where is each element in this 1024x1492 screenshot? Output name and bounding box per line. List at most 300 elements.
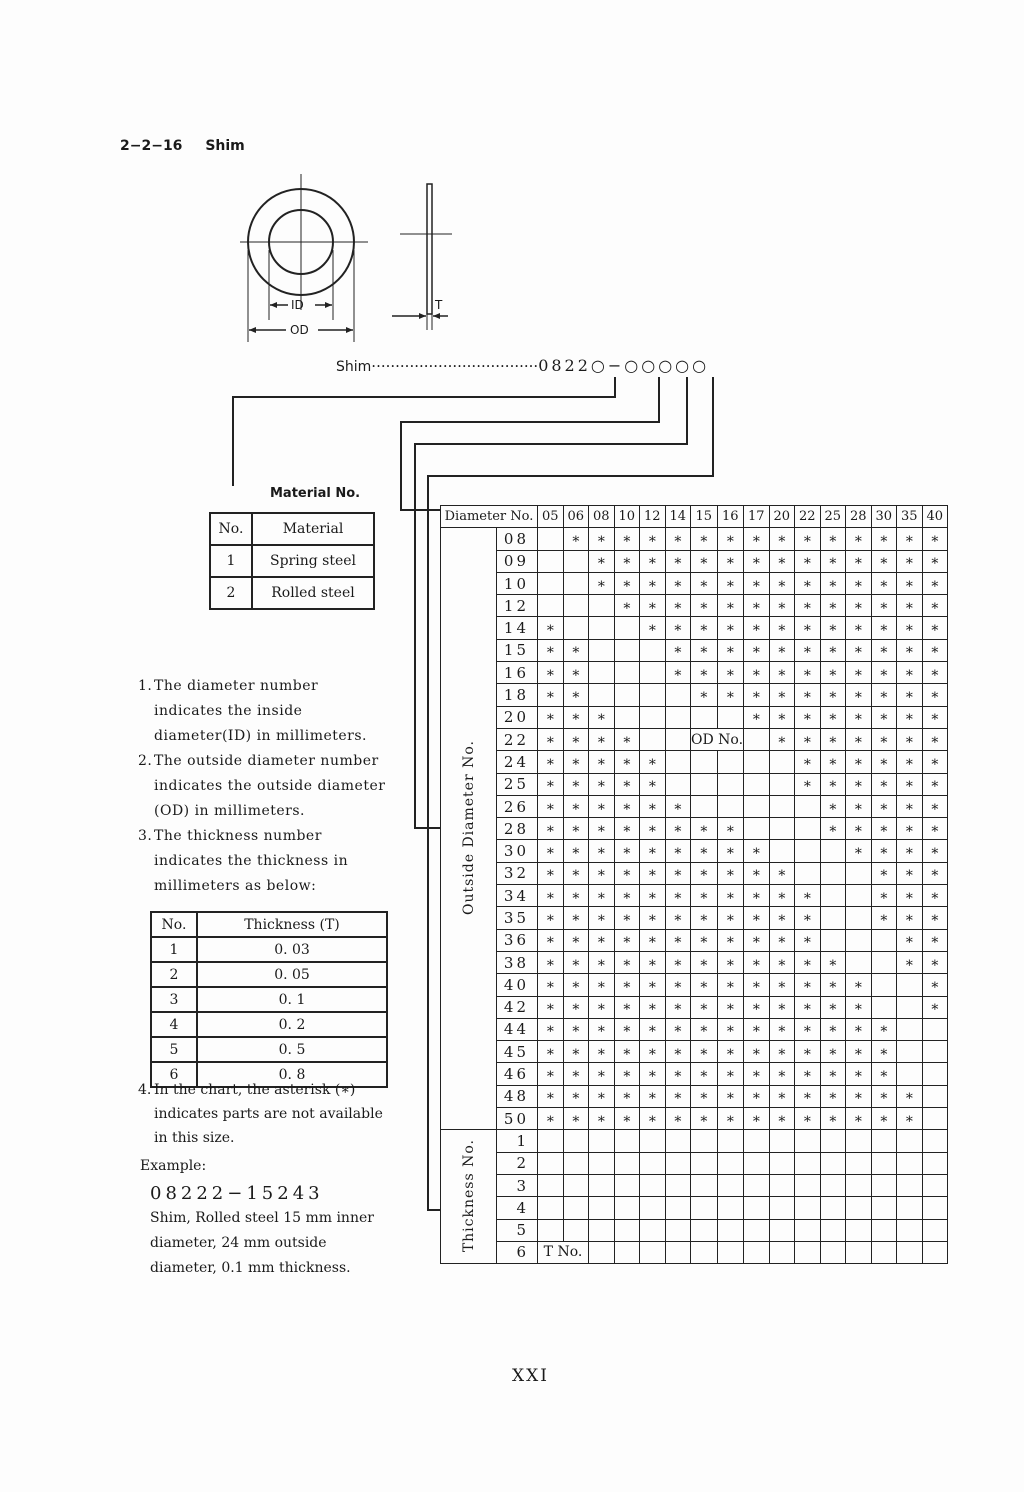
unavailable-mark: ∗ bbox=[922, 885, 948, 907]
thickness-row-label: 1 bbox=[497, 1130, 538, 1152]
chart-cell bbox=[563, 595, 589, 617]
unavailable-mark: ∗ bbox=[922, 907, 948, 929]
unavailable-mark: ∗ bbox=[769, 885, 795, 907]
unavailable-mark: ∗ bbox=[640, 1041, 666, 1063]
chart-cell bbox=[897, 974, 923, 996]
unavailable-mark: ∗ bbox=[665, 996, 691, 1018]
unavailable-mark: ∗ bbox=[614, 840, 640, 862]
chart-cell bbox=[589, 617, 615, 639]
unavailable-mark: ∗ bbox=[563, 974, 589, 996]
unavailable-mark: ∗ bbox=[640, 907, 666, 929]
unavailable-mark: ∗ bbox=[820, 1108, 846, 1130]
unavailable-mark: ∗ bbox=[795, 1085, 821, 1107]
unavailable-mark: ∗ bbox=[820, 974, 846, 996]
connector-line bbox=[427, 1209, 440, 1211]
chart-cell bbox=[795, 1130, 821, 1152]
diameter-col-15: 15 bbox=[691, 506, 718, 528]
unavailable-mark: ∗ bbox=[589, 929, 615, 951]
unavailable-mark: ∗ bbox=[614, 951, 640, 973]
unavailable-mark: ∗ bbox=[717, 617, 744, 639]
chart-cell bbox=[665, 728, 691, 750]
diameter-col-05: 05 bbox=[538, 506, 564, 528]
unavailable-mark: ∗ bbox=[589, 974, 615, 996]
unavailable-mark: ∗ bbox=[897, 528, 923, 550]
unavailable-mark: ∗ bbox=[744, 684, 770, 706]
unavailable-mark: ∗ bbox=[846, 528, 872, 550]
unavailable-mark: ∗ bbox=[614, 907, 640, 929]
unavailable-mark: ∗ bbox=[589, 1041, 615, 1063]
chart-cell bbox=[614, 1174, 640, 1196]
unavailable-mark: ∗ bbox=[871, 795, 897, 817]
chart-cell bbox=[897, 996, 923, 1018]
unavailable-mark: ∗ bbox=[563, 840, 589, 862]
unavailable-mark: ∗ bbox=[538, 662, 564, 684]
unavailable-mark: ∗ bbox=[614, 1108, 640, 1130]
unavailable-mark: ∗ bbox=[820, 528, 846, 550]
unavailable-mark: ∗ bbox=[538, 617, 564, 639]
unavailable-mark: ∗ bbox=[665, 595, 691, 617]
unavailable-mark: ∗ bbox=[538, 862, 564, 884]
unavailable-mark: ∗ bbox=[691, 1041, 718, 1063]
unavailable-mark: ∗ bbox=[717, 662, 744, 684]
unavailable-mark: ∗ bbox=[744, 706, 770, 728]
unavailable-mark: ∗ bbox=[795, 550, 821, 572]
chart-cell bbox=[691, 795, 718, 817]
unavailable-mark: ∗ bbox=[846, 974, 872, 996]
unavailable-mark: ∗ bbox=[614, 751, 640, 773]
chart-cell bbox=[922, 1219, 948, 1241]
od-row-label: 18 bbox=[497, 684, 538, 706]
unavailable-mark: ∗ bbox=[640, 1108, 666, 1130]
unavailable-mark: ∗ bbox=[563, 1018, 589, 1040]
chart-cell bbox=[820, 1219, 846, 1241]
unavailable-mark: ∗ bbox=[871, 1018, 897, 1040]
od-row-label: 08 bbox=[497, 528, 538, 550]
unavailable-mark: ∗ bbox=[717, 550, 744, 572]
unavailable-mark: ∗ bbox=[563, 1108, 589, 1130]
unavailable-mark: ∗ bbox=[795, 617, 821, 639]
unavailable-mark: ∗ bbox=[691, 818, 718, 840]
chart-cell bbox=[795, 818, 821, 840]
unavailable-mark: ∗ bbox=[640, 885, 666, 907]
chart-cell bbox=[846, 1241, 872, 1263]
chart-cell bbox=[538, 550, 564, 572]
unavailable-mark: ∗ bbox=[691, 572, 718, 594]
chart-cell bbox=[665, 706, 691, 728]
unavailable-mark: ∗ bbox=[717, 1063, 744, 1085]
chart-cell bbox=[538, 595, 564, 617]
chart-cell bbox=[744, 795, 770, 817]
chart-cell bbox=[846, 1219, 872, 1241]
od-row-label: 50 bbox=[497, 1108, 538, 1130]
unavailable-mark: ∗ bbox=[922, 662, 948, 684]
unavailable-mark: ∗ bbox=[538, 1108, 564, 1130]
unavailable-mark: ∗ bbox=[922, 595, 948, 617]
chart-cell bbox=[665, 773, 691, 795]
chart-cell bbox=[769, 1174, 795, 1196]
unavailable-mark: ∗ bbox=[846, 1085, 872, 1107]
od-row-label: 38 bbox=[497, 951, 538, 973]
unavailable-mark: ∗ bbox=[717, 1108, 744, 1130]
chart-cell bbox=[717, 1152, 744, 1174]
chart-cell bbox=[846, 1130, 872, 1152]
unavailable-mark: ∗ bbox=[665, 951, 691, 973]
unavailable-mark: ∗ bbox=[871, 550, 897, 572]
unavailable-mark: ∗ bbox=[769, 528, 795, 550]
unavailable-mark: ∗ bbox=[589, 795, 615, 817]
unavailable-mark: ∗ bbox=[538, 974, 564, 996]
unavailable-mark: ∗ bbox=[614, 795, 640, 817]
unavailable-mark: ∗ bbox=[665, 885, 691, 907]
material-header-material: Material bbox=[252, 513, 374, 545]
unavailable-mark: ∗ bbox=[665, 550, 691, 572]
example bbox=[140, 1154, 380, 1281]
unavailable-mark: ∗ bbox=[846, 996, 872, 1018]
unavailable-mark: ∗ bbox=[691, 862, 718, 884]
unavailable-mark: ∗ bbox=[795, 662, 821, 684]
unavailable-mark: ∗ bbox=[871, 885, 897, 907]
chart-cell bbox=[744, 1197, 770, 1219]
thickness-value: 0. 2 bbox=[197, 1012, 387, 1037]
unavailable-mark: ∗ bbox=[795, 1063, 821, 1085]
unavailable-mark: ∗ bbox=[665, 907, 691, 929]
chart-cell bbox=[589, 662, 615, 684]
unavailable-mark: ∗ bbox=[846, 639, 872, 661]
chart-cell bbox=[922, 1018, 948, 1040]
unavailable-mark: ∗ bbox=[846, 1018, 872, 1040]
unavailable-mark: ∗ bbox=[538, 706, 564, 728]
unavailable-mark: ∗ bbox=[922, 639, 948, 661]
chart-cell bbox=[614, 1197, 640, 1219]
unavailable-mark: ∗ bbox=[589, 885, 615, 907]
unavailable-mark: ∗ bbox=[614, 1085, 640, 1107]
od-row-label: 16 bbox=[497, 662, 538, 684]
chart-cell bbox=[665, 1197, 691, 1219]
unavailable-mark: ∗ bbox=[846, 662, 872, 684]
chart-cell bbox=[640, 728, 666, 750]
unavailable-mark: ∗ bbox=[538, 951, 564, 973]
unavailable-mark: ∗ bbox=[846, 595, 872, 617]
chart-cell bbox=[744, 728, 770, 750]
unavailable-mark: ∗ bbox=[846, 840, 872, 862]
unavailable-mark: ∗ bbox=[665, 572, 691, 594]
unavailable-mark: ∗ bbox=[744, 974, 770, 996]
unavailable-mark: ∗ bbox=[691, 684, 718, 706]
unavailable-mark: ∗ bbox=[795, 751, 821, 773]
chart-cell bbox=[614, 662, 640, 684]
chart-cell bbox=[769, 1197, 795, 1219]
chart-cell bbox=[691, 1241, 718, 1263]
thickness-t-label: T bbox=[435, 298, 443, 312]
chart-cell bbox=[640, 639, 666, 661]
chart-cell bbox=[717, 751, 744, 773]
unavailable-mark: ∗ bbox=[691, 639, 718, 661]
unavailable-mark: ∗ bbox=[665, 1041, 691, 1063]
unavailable-mark: ∗ bbox=[871, 662, 897, 684]
chart-cell bbox=[769, 840, 795, 862]
od-row-label: 10 bbox=[497, 572, 538, 594]
diameter-col-17: 17 bbox=[744, 506, 770, 528]
unavailable-mark: ∗ bbox=[769, 1041, 795, 1063]
unavailable-mark: ∗ bbox=[795, 929, 821, 951]
unavailable-mark: ∗ bbox=[614, 885, 640, 907]
od-row-label: 42 bbox=[497, 996, 538, 1018]
chart-cell bbox=[744, 1152, 770, 1174]
chart-cell bbox=[922, 1152, 948, 1174]
unavailable-mark: ∗ bbox=[640, 951, 666, 973]
unavailable-mark: ∗ bbox=[717, 572, 744, 594]
chart-cell bbox=[589, 595, 615, 617]
chart-cell bbox=[897, 1152, 923, 1174]
unavailable-mark: ∗ bbox=[589, 951, 615, 973]
unavailable-mark: ∗ bbox=[820, 728, 846, 750]
unavailable-mark: ∗ bbox=[846, 706, 872, 728]
od-row-label: 34 bbox=[497, 885, 538, 907]
unavailable-mark: ∗ bbox=[614, 1041, 640, 1063]
unavailable-mark: ∗ bbox=[769, 1108, 795, 1130]
unavailable-mark: ∗ bbox=[665, 929, 691, 951]
page-number: XXI bbox=[512, 1366, 549, 1386]
unavailable-mark: ∗ bbox=[795, 907, 821, 929]
unavailable-mark: ∗ bbox=[717, 974, 744, 996]
chart-cell bbox=[769, 751, 795, 773]
unavailable-mark: ∗ bbox=[795, 1018, 821, 1040]
diameter-col-22: 22 bbox=[795, 506, 821, 528]
unavailable-mark: ∗ bbox=[871, 1041, 897, 1063]
unavailable-mark: ∗ bbox=[846, 550, 872, 572]
unavailable-mark: ∗ bbox=[665, 818, 691, 840]
unavailable-mark: ∗ bbox=[691, 996, 718, 1018]
chart-cell bbox=[717, 795, 744, 817]
chart-cell bbox=[820, 929, 846, 951]
chart-cell bbox=[922, 1174, 948, 1196]
chart-cell bbox=[922, 1197, 948, 1219]
unavailable-mark: ∗ bbox=[769, 1063, 795, 1085]
unavailable-mark: ∗ bbox=[922, 862, 948, 884]
chart-cell bbox=[589, 1152, 615, 1174]
unavailable-mark: ∗ bbox=[846, 751, 872, 773]
unavailable-mark: ∗ bbox=[744, 1108, 770, 1130]
unavailable-mark: ∗ bbox=[795, 1108, 821, 1130]
chart-cell bbox=[538, 1174, 564, 1196]
unavailable-mark: ∗ bbox=[795, 684, 821, 706]
unavailable-mark: ∗ bbox=[538, 639, 564, 661]
unavailable-mark: ∗ bbox=[897, 639, 923, 661]
chart-cell bbox=[563, 1130, 589, 1152]
chart-cell bbox=[538, 1219, 564, 1241]
unavailable-mark: ∗ bbox=[614, 996, 640, 1018]
od-axis-label: Outside Diameter No. bbox=[441, 528, 497, 1130]
chart-cell bbox=[769, 795, 795, 817]
unavailable-mark: ∗ bbox=[691, 907, 718, 929]
unavailable-mark: ∗ bbox=[871, 773, 897, 795]
connector-line bbox=[614, 377, 616, 397]
note-2: 2. The outside diameter number indicates the outside diameter (OD) in millimeters. bbox=[138, 753, 386, 819]
unavailable-mark: ∗ bbox=[589, 773, 615, 795]
chart-cell bbox=[538, 1152, 564, 1174]
chart-cell bbox=[846, 1152, 872, 1174]
chart-cell bbox=[922, 1063, 948, 1085]
unavailable-mark: ∗ bbox=[744, 907, 770, 929]
unavailable-mark: ∗ bbox=[691, 885, 718, 907]
unavailable-mark: ∗ bbox=[820, 818, 846, 840]
od-row-label: 32 bbox=[497, 862, 538, 884]
unavailable-mark: ∗ bbox=[769, 728, 795, 750]
unavailable-mark: ∗ bbox=[897, 929, 923, 951]
unavailable-mark: ∗ bbox=[717, 818, 744, 840]
unavailable-mark: ∗ bbox=[538, 907, 564, 929]
thickness-no: 6 bbox=[151, 1062, 197, 1087]
chart-cell bbox=[665, 684, 691, 706]
unavailable-mark: ∗ bbox=[795, 572, 821, 594]
chart-cell bbox=[820, 862, 846, 884]
unavailable-mark: ∗ bbox=[846, 818, 872, 840]
unavailable-mark: ∗ bbox=[871, 862, 897, 884]
chart-cell bbox=[769, 1241, 795, 1263]
part-code-dots: ··································· bbox=[371, 357, 539, 375]
unavailable-mark: ∗ bbox=[744, 528, 770, 550]
unavailable-mark: ∗ bbox=[922, 840, 948, 862]
unavailable-mark: ∗ bbox=[922, 974, 948, 996]
unavailable-mark: ∗ bbox=[614, 528, 640, 550]
od-row-label: 15 bbox=[497, 639, 538, 661]
chart-cell bbox=[717, 706, 744, 728]
chart-cell bbox=[691, 1130, 718, 1152]
unavailable-mark: ∗ bbox=[897, 595, 923, 617]
thickness-row-label: 5 bbox=[497, 1219, 538, 1241]
unavailable-mark: ∗ bbox=[820, 795, 846, 817]
id-label: ID bbox=[291, 298, 304, 312]
thickness-value: 0. 5 bbox=[197, 1037, 387, 1062]
unavailable-mark: ∗ bbox=[897, 773, 923, 795]
unavailable-mark: ∗ bbox=[640, 929, 666, 951]
chart-cell bbox=[846, 862, 872, 884]
unavailable-mark: ∗ bbox=[820, 684, 846, 706]
unavailable-mark: ∗ bbox=[665, 617, 691, 639]
chart-cell bbox=[820, 885, 846, 907]
section-header bbox=[120, 138, 263, 154]
chart-cell bbox=[744, 1219, 770, 1241]
part-code bbox=[336, 356, 709, 375]
chart-cell bbox=[795, 795, 821, 817]
unavailable-mark: ∗ bbox=[744, 951, 770, 973]
chart-cell bbox=[846, 1197, 872, 1219]
chart-cell bbox=[614, 706, 640, 728]
unavailable-mark: ∗ bbox=[665, 1085, 691, 1107]
unavailable-mark: ∗ bbox=[744, 1018, 770, 1040]
unavailable-mark: ∗ bbox=[691, 1063, 718, 1085]
chart-cell bbox=[640, 1130, 666, 1152]
unavailable-mark: ∗ bbox=[538, 795, 564, 817]
unavailable-mark: ∗ bbox=[795, 996, 821, 1018]
od-row-label: 24 bbox=[497, 751, 538, 773]
chart-cell bbox=[820, 840, 846, 862]
unavailable-mark: ∗ bbox=[795, 595, 821, 617]
chart-cell bbox=[820, 1241, 846, 1263]
unavailable-mark: ∗ bbox=[640, 550, 666, 572]
chart-cell bbox=[563, 572, 589, 594]
unavailable-mark: ∗ bbox=[769, 550, 795, 572]
unavailable-mark: ∗ bbox=[538, 1063, 564, 1085]
od-row-label: 22 bbox=[497, 728, 538, 750]
unavailable-mark: ∗ bbox=[538, 1085, 564, 1107]
unavailable-mark: ∗ bbox=[538, 996, 564, 1018]
unavailable-mark: ∗ bbox=[871, 706, 897, 728]
unavailable-mark: ∗ bbox=[640, 528, 666, 550]
thickness-value: 0. 8 bbox=[197, 1062, 387, 1087]
unavailable-mark: ∗ bbox=[871, 818, 897, 840]
unavailable-mark: ∗ bbox=[820, 1041, 846, 1063]
chart-cell bbox=[589, 684, 615, 706]
unavailable-mark: ∗ bbox=[563, 1041, 589, 1063]
unavailable-mark: ∗ bbox=[897, 840, 923, 862]
chart-cell bbox=[871, 1197, 897, 1219]
unavailable-mark: ∗ bbox=[589, 818, 615, 840]
chart-cell bbox=[871, 974, 897, 996]
unavailable-mark: ∗ bbox=[538, 818, 564, 840]
unavailable-mark: ∗ bbox=[897, 1108, 923, 1130]
od-no-inline-label: OD No. bbox=[691, 728, 744, 750]
unavailable-mark: ∗ bbox=[563, 639, 589, 661]
connector-line bbox=[427, 475, 714, 477]
unavailable-mark: ∗ bbox=[538, 885, 564, 907]
unavailable-mark: ∗ bbox=[691, 840, 718, 862]
unavailable-mark: ∗ bbox=[897, 684, 923, 706]
unavailable-mark: ∗ bbox=[614, 862, 640, 884]
chart-cell bbox=[795, 1241, 821, 1263]
unavailable-mark: ∗ bbox=[717, 862, 744, 884]
unavailable-mark: ∗ bbox=[922, 550, 948, 572]
od-row-label: 30 bbox=[497, 840, 538, 862]
unavailable-mark: ∗ bbox=[846, 572, 872, 594]
chart-cell bbox=[897, 1018, 923, 1040]
unavailable-mark: ∗ bbox=[563, 751, 589, 773]
size-slots: ○○○○○ bbox=[624, 356, 710, 375]
chart-cell bbox=[563, 1197, 589, 1219]
connector-line bbox=[232, 396, 234, 486]
od-row-label: 26 bbox=[497, 795, 538, 817]
chart-cell bbox=[691, 706, 718, 728]
unavailable-mark: ∗ bbox=[846, 684, 872, 706]
chart-cell bbox=[563, 1174, 589, 1196]
unavailable-mark: ∗ bbox=[871, 1108, 897, 1130]
unavailable-mark: ∗ bbox=[538, 1018, 564, 1040]
chart-cell bbox=[846, 929, 872, 951]
chart-cell bbox=[640, 684, 666, 706]
unavailable-mark: ∗ bbox=[614, 595, 640, 617]
chart-cell bbox=[795, 862, 821, 884]
unavailable-mark: ∗ bbox=[846, 773, 872, 795]
od-row-label: 14 bbox=[497, 617, 538, 639]
unavailable-mark: ∗ bbox=[769, 572, 795, 594]
chart-cell bbox=[769, 1152, 795, 1174]
diameter-header: Diameter No. bbox=[441, 506, 538, 528]
unavailable-mark: ∗ bbox=[640, 795, 666, 817]
unavailable-mark: ∗ bbox=[922, 795, 948, 817]
unavailable-mark: ∗ bbox=[665, 528, 691, 550]
chart-cell bbox=[795, 1174, 821, 1196]
chart-cell bbox=[538, 572, 564, 594]
unavailable-mark: ∗ bbox=[795, 974, 821, 996]
unavailable-mark: ∗ bbox=[691, 550, 718, 572]
unavailable-mark: ∗ bbox=[744, 996, 770, 1018]
unavailable-mark: ∗ bbox=[744, 862, 770, 884]
unavailable-mark: ∗ bbox=[717, 1085, 744, 1107]
chart-cell bbox=[665, 1152, 691, 1174]
chart-cell bbox=[897, 1241, 923, 1263]
unavailable-mark: ∗ bbox=[640, 751, 666, 773]
note-4: 4. In the chart, the asterisk (∗) indicates parts are not available in this size. bbox=[138, 1082, 383, 1146]
